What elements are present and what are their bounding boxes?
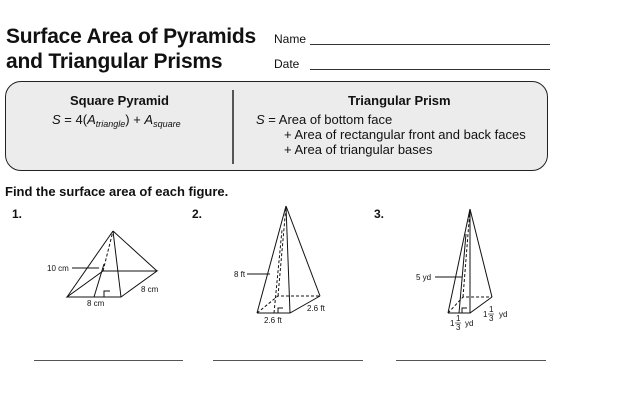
- pyramid-3-side-den: 3: [489, 314, 494, 323]
- pyramid-2-base-label: 2.6 ft: [264, 316, 282, 325]
- pyramid-2-slant-label: 8 ft: [234, 270, 246, 279]
- problem-3-number: 3.: [374, 207, 385, 221]
- pyramid-3-side-label: [483, 305, 507, 323]
- formula-a2: A: [144, 112, 154, 127]
- pyramid-3-base-num: 1: [456, 314, 461, 323]
- problem-2-number: 2.: [192, 207, 203, 221]
- pyramid-3-base-unit: yd: [465, 319, 474, 328]
- name-label: Name: [274, 32, 307, 46]
- formula-eq: = 4(: [64, 112, 88, 127]
- formula-sub-square: square: [153, 119, 181, 129]
- pyramid-2-side-label: 2.6 ft: [307, 304, 325, 313]
- prism-formula-line-3: + Area of triangular bases: [284, 142, 433, 157]
- pyramid-3-right-angle: [462, 308, 467, 313]
- pyramid-3-side-unit: yd: [499, 310, 508, 319]
- pyramid-1-base-label: 8 cm: [87, 299, 105, 308]
- pyramid-1-slant-label: 10 cm: [47, 264, 69, 273]
- formula-sub-triangle: triangle: [95, 119, 126, 129]
- instructions: Find the surface area of each figure.: [5, 184, 229, 199]
- pyramid-3-edge-right: [470, 209, 492, 297]
- date-label: Date: [274, 57, 300, 71]
- square-pyramid-heading: Square Pyramid: [70, 93, 169, 108]
- prism-formula-s: S: [256, 112, 265, 127]
- pyramid-1-side-label: 8 cm: [141, 285, 159, 294]
- answer-line-2[interactable]: [213, 360, 363, 361]
- pyramid-3-base-label: [450, 314, 473, 332]
- title-line-1: Surface Area of Pyramids: [6, 25, 257, 48]
- pyramid-3-base-den: 3: [456, 323, 461, 332]
- pyramid-3-side-num: 1: [489, 305, 494, 314]
- pyramid-3-slant-label: 5 yd: [416, 273, 432, 282]
- pyramid-3-side-whole: 1: [483, 310, 488, 319]
- formula-plus: ) +: [125, 112, 145, 127]
- title-line-2: and Triangular Prisms: [6, 50, 223, 73]
- formula-s: S: [52, 112, 61, 127]
- pyramid-3-base-whole: 1: [450, 319, 455, 328]
- answer-line-1[interactable]: [34, 360, 183, 361]
- formula-a1: A: [87, 112, 96, 127]
- problem-1-number: 1.: [12, 207, 23, 221]
- triangular-prism-heading: Triangular Prism: [348, 93, 451, 108]
- prism-formula-line-1: = Area of bottom face: [268, 112, 393, 127]
- prism-formula-line-2: + Area of rectangular front and back faces: [284, 127, 526, 142]
- answer-line-3[interactable]: [396, 360, 546, 361]
